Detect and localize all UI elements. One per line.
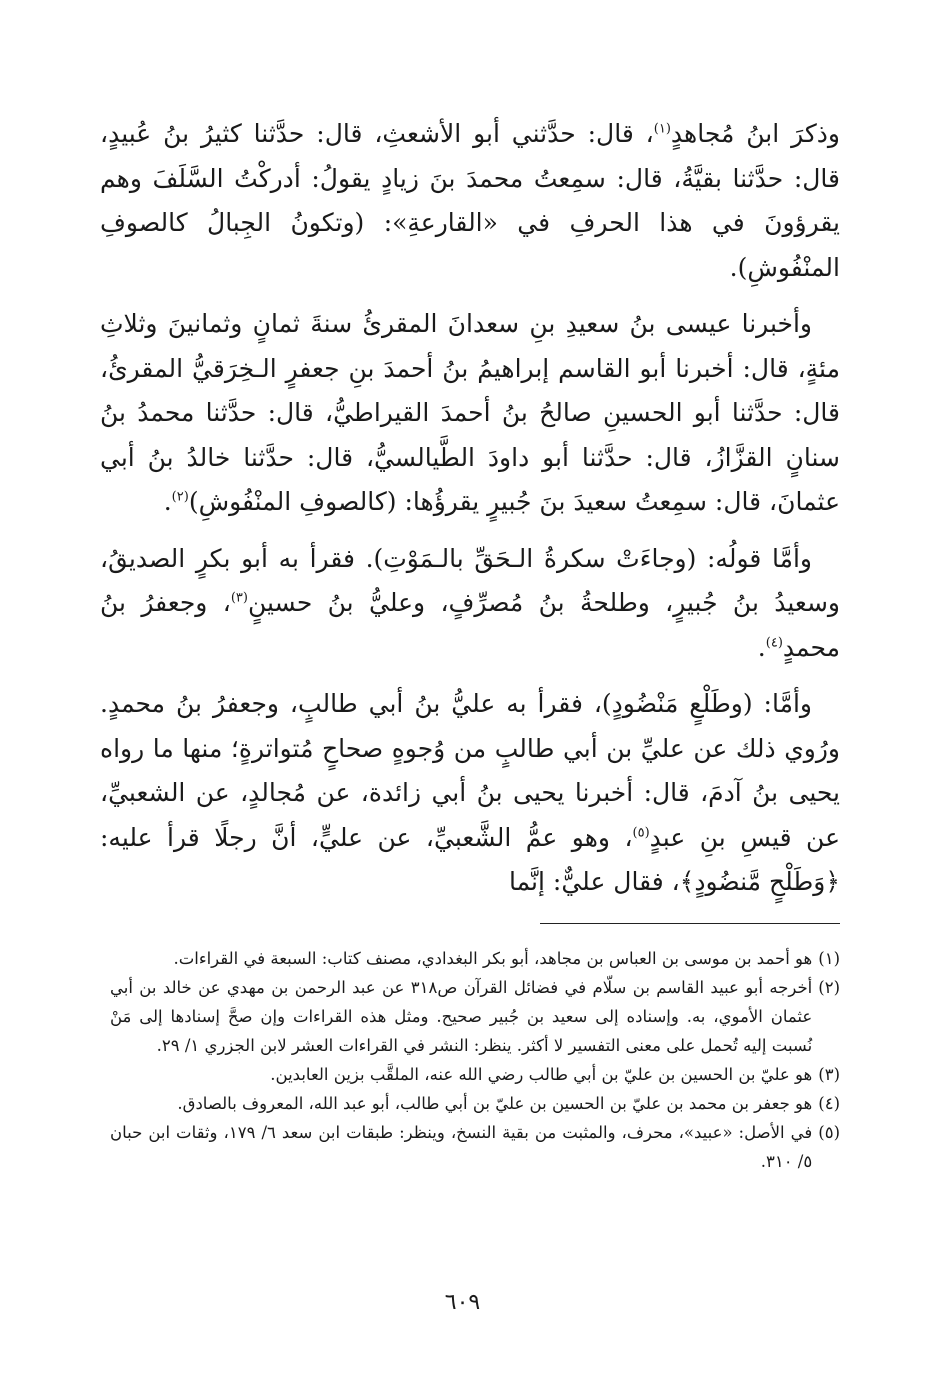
footnote-text: هو عليّ بن الحسين بن عليّ بن أبي طالب رضي الله عنه، الملقَّب بزين العابدين. [270,1065,813,1084]
footnote-number: (٥) [818,1123,840,1142]
footnote-text: أخرجه أبو عبيد القاسم بن سلّام في فضائل القرآن ص٣١٨ عن عبد الرحمن بن مهدي عن خالد بن أبي عثمان الأموي، به. وإسناده إلى سعيد بن جُبير صحيح. ومثل هذه القراءات وإن صحَّ إسنادها إلى مَنْ نُسبت إليه تُحمل على معنى التفسير لا أكثر. ينظر: النشر في القراءات العشر لابن الجزري ١/ ٢٩. [110,978,813,1055]
footnote [110,944,840,973]
text-run: ، وهو عمُّ الشَّعبيِّ، عن عليٍّ، أنَّ رجلًا قرأ عليه: ﴿وَطَلْحٍ مَّنضُودٍ﴾، فقال عليٌّ: إنَّما [100,822,840,896]
footnote [110,973,840,1060]
footnotes-block [110,944,840,1176]
footnote-number: (٤) [818,1094,840,1113]
main-text-block [100,112,840,917]
text-run: وأمَّا قولُه: (وجاءَتْ سكرةُ الـحَقِّ بالـمَوْتِ). فقرأ به أبو بكرٍ الصديقُ، وسعيدُ بنُ جُبيرٍ، وطلحةُ بنُ مُصرِّفٍ، وعليُّ بنُ حسينٍ [100,543,841,617]
footnote-text: هو أحمد بن موسى بن العباس بن مجاهد، أبو بكر البغدادي، مصنف كتاب: السبعة في القراءات. [173,949,813,968]
text-run: وأخبرنا عيسى بنُ سعيدِ بنِ سعدانَ المقرئُ سنةَ ثمانٍ وثمانينَ وثلاثِ مئةٍ، قال: أخبرنا أبو القاسم إبراهيمُ بنُ أحمدَ بنِ جعفرٍ الـخِرَقيُّ المقرئُ، قال: حدَّثنا أبو الحسينِ صالحُ بنُ أحمدَ القيراطيُّ، قال: حدَّثنا محمدُ بنُ سنانٍ القزَّازُ، قال: حدَّثنا أبو داودَ الطَّيالسيُّ، قال: حدَّثنا خالدُ بنُ أبي عثمانَ، قال: سمِعتُ سعيدَ بنَ جُبيرٍ يقرؤُها: (كالصوفِ المنْفُوشِ) [100,309,840,516]
footnote-reference[interactable]: (٤) [765,635,783,651]
footnote-reference[interactable]: (٥) [632,825,650,841]
paragraph [100,112,840,290]
footnote [110,1089,840,1118]
footnote-divider [540,923,840,924]
text-run: وذكرَ ابنُ مُجاهدٍ [670,119,840,148]
text-run: . [757,632,766,662]
footnote-number: (٢) [818,978,840,997]
footnote-reference[interactable]: (٢) [171,489,189,505]
footnote-number: (١) [818,949,840,968]
text-run: . [163,487,172,516]
page-number: ٦٠٩ [444,1290,481,1315]
footnote [110,1118,840,1176]
text-run: ، وجعفرُ بنُ محمدٍ [100,588,840,662]
paragraph [100,537,840,671]
footnote-text: في الأصل: «عبيد»، محرف، والمثبت من بقية النسخ، وينظر: طبقات ابن سعد ٦/ ١٧٩، وثقات ابن حبان ٥/ ٣١٠. [110,1123,813,1171]
footnote-number: (٣) [818,1065,840,1084]
text-run: ، قال: حدَّثني أبو الأشعثِ، قال: حدَّثنا كثيرُ بنُ عُبيدٍ، قال: حدَّثنا بقيَّةُ، قال: سمِعتُ محمدَ بنَ زيادٍ يقولُ: أدركْتُ السَّلَفَ وهم يقرؤونَ في هذا الحرفِ في «القارعةِ»: (وتكونُ الجِبالُ كالصوفِ المنْفُوشِ). [100,119,840,282]
body-text [100,112,840,905]
footnote-reference[interactable]: (٣) [230,590,248,606]
footnote [110,1060,840,1089]
paragraph [100,682,840,905]
paragraph [100,302,840,525]
footnote-reference[interactable]: (١) [653,121,671,137]
text-run: وأمَّا: (وطَلْعٍ مَنْضُودٍ)، فقرأ به عليُّ بنُ أبي طالبٍ، وجعفرُ بنُ محمدٍ. ورُوي ذلك عن عليِّ بن أبي طالبٍ من وُجوهٍ صحاحٍ مُتواترةٍ؛ منها ما رواه يحيى بنُ آدمَ، قال: أخبرنا يحيى بنُ أبي زائدة، عن مُجالدٍ، عن الشعبيِّ، عن قيسِ بنِ عبدٍ [100,689,840,852]
footnote-text: هو جعفر بن محمد بن عليّ بن الحسين بن عليّ بن أبي طالب، أبو عبد الله، المعروف بالصادق. [177,1094,813,1113]
